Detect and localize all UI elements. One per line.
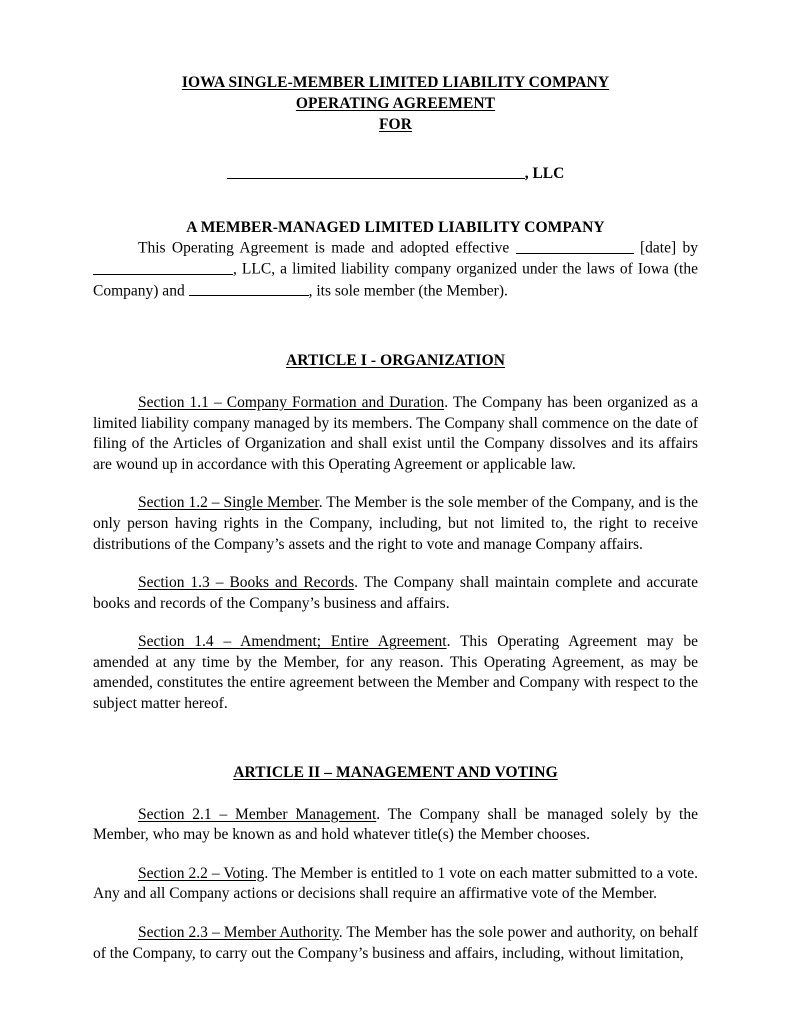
- intro-text-part-1: This Operating Agreement is made and adopted effective: [138, 239, 516, 257]
- section-1-2-body: . The Member is the sole member of the Company, and is the only person having rights in the Company, including, but not limited to, the right to receive distributions of the Company’s assets and the right to vote and manage Company affairs.: [93, 494, 699, 553]
- spacer: [93, 905, 698, 923]
- section-2-1: [93, 805, 698, 846]
- section-1-1-body: . The Company has been organized as a limited liability company managed by its members. The Company shall commence on the date of filing of the Articles of Organization and shall exist until the Company dissolves and its affairs are wound up in accordance with this Operating Agreement or applicable law.: [93, 393, 698, 473]
- spacer: [93, 614, 698, 632]
- section-2-3: [93, 923, 698, 964]
- section-2-2-body: . The Member is entitled to 1 vote on each matter submitted to a vote. Any and all Company actions or decisions shall require an affirmative vote of the Member.: [93, 864, 698, 903]
- intro-text-part-2: [date] by: [633, 239, 699, 257]
- section-1-2-title: Section 1.2 – Single Member: [138, 494, 319, 512]
- title-line-2: [93, 93, 698, 114]
- title-line-3: [93, 114, 698, 135]
- member-name-blank[interactable]: [189, 281, 309, 297]
- section-2-1-title: Section 2.1 – Member Management: [138, 805, 377, 823]
- section-2-1-body: . The Company shall be managed solely by the Member, who may be known as and hold whatever title(s) the Member chooses.: [93, 805, 698, 844]
- title-line-1: [93, 72, 698, 93]
- section-1-3: [93, 573, 698, 614]
- section-2-3-body: . The Member has the sole power and authority, on behalf of the Company, to carry out the Company’s business and affairs, including, without limitation,: [93, 924, 698, 962]
- article-1-heading: ARTICLE I - ORGANIZATION: [285, 351, 506, 369]
- section-1-1: [93, 393, 698, 475]
- document-subtitle: A MEMBER-MANAGED LIMITED LIABILITY COMPANY: [186, 219, 605, 236]
- document-title-block: [93, 0, 698, 135]
- intro-text-part-3: , LLC, a limited liability company organized under the laws of Iowa (the Company) and: [93, 261, 698, 300]
- company-blank[interactable]: [93, 259, 233, 275]
- title-line-2-text: OPERATING AGREEMENT: [295, 95, 496, 112]
- section-1-4-body: . This Operating Agreement may be amended at any time by the Member, for any reason. This Operating Agreement, as may be amended, constitutes the entire agreement between the Member and Company with respect to the subject matter hereof.: [93, 633, 698, 713]
- section-1-4: [93, 632, 698, 714]
- spacer: [93, 371, 698, 393]
- section-2-2-title: Section 2.2 – Voting: [138, 864, 265, 882]
- section-1-3-title: Section 1.3 – Books and Records: [138, 574, 355, 592]
- article-2-heading: ARTICLE II – MANAGEMENT AND VOTING: [233, 763, 558, 781]
- title-line-3-text: FOR: [378, 116, 413, 133]
- section-1-2: [93, 493, 698, 555]
- spacer: [93, 555, 698, 573]
- section-1-4-title: Section 1.4 – Amendment; Entire Agreement: [138, 633, 447, 651]
- title-line-1-text: IOWA SINGLE-MEMBER LIMITED LIABILITY COMPANY: [181, 74, 610, 91]
- document-content: [93, 0, 698, 964]
- company-name-blank[interactable]: [227, 163, 525, 179]
- spacer: [93, 475, 698, 493]
- spacer: [93, 783, 698, 805]
- section-2-3-title: Section 2.3 – Member Authority: [138, 924, 339, 942]
- intro-text-part-4: , its sole member (the Member).: [308, 282, 508, 300]
- company-name-suffix: , LLC: [524, 165, 565, 182]
- company-name-line: [93, 163, 698, 184]
- effective-date-blank[interactable]: [516, 238, 634, 254]
- section-2-2: [93, 864, 698, 905]
- section-1-3-body: . The Company shall maintain complete and accurate books and records of the Company’s business and affairs.: [93, 574, 698, 612]
- section-1-1-title: Section 1.1 – Company Formation and Duration: [138, 393, 445, 411]
- spacer: [93, 846, 698, 864]
- intro-paragraph: [93, 238, 698, 302]
